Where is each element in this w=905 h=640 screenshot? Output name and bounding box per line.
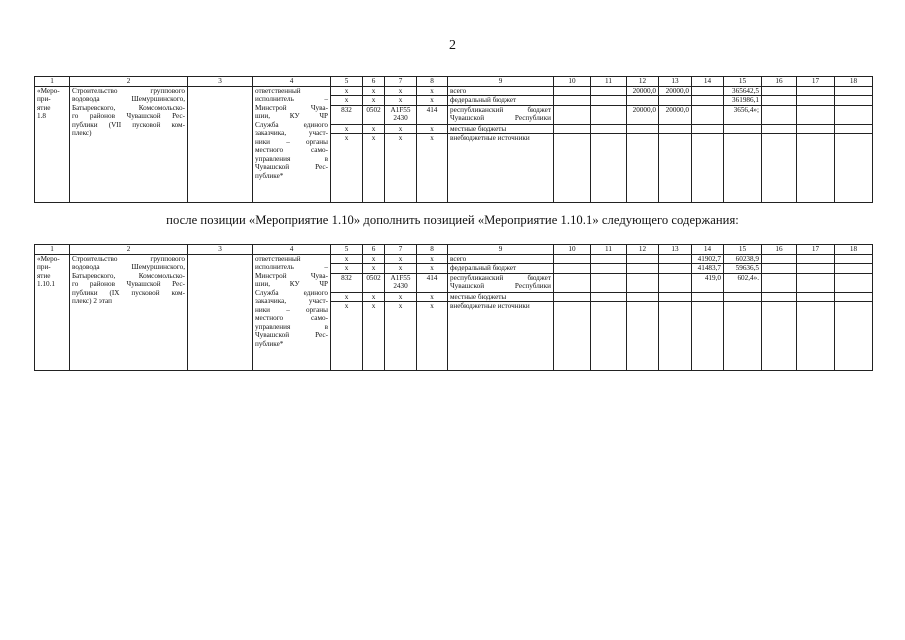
- year-cell-10: [554, 264, 591, 273]
- funding-source-cell: внебюджетные источники: [448, 302, 554, 371]
- grbs-code-cell: х: [331, 124, 363, 133]
- expense-type-cell: х: [417, 134, 448, 203]
- year-cell-13: [659, 292, 692, 301]
- target-article-cell: х: [385, 255, 417, 264]
- year-cell-11: [591, 105, 627, 124]
- year-cell-12: [627, 273, 659, 292]
- year-cell-12: 20000,0: [627, 105, 659, 124]
- grbs-code-cell: х: [331, 96, 363, 105]
- measure-name-cell-line: плекс) 2 этап: [72, 297, 112, 306]
- year-cell-10: [554, 255, 591, 264]
- year-cell-11: [591, 96, 627, 105]
- measure-name-cell-line: Батыревского, Комсомольско-: [72, 103, 185, 112]
- year-cell-16: [762, 124, 797, 133]
- responsible-cell-line: Чувашской Рес-: [255, 163, 328, 172]
- section-code-cell: х: [363, 264, 385, 273]
- funding-source-cell: федеральный бюджет: [448, 264, 554, 273]
- target-article-cell: х: [385, 302, 417, 371]
- target-article-cell: х: [385, 264, 417, 273]
- year-cell-17: [797, 124, 835, 133]
- column-number-cell: 15: [724, 77, 762, 87]
- column-number-cell: 10: [554, 245, 591, 255]
- year-cell-10: [554, 87, 591, 96]
- column-number-cell: 10: [554, 77, 591, 87]
- grbs-code-cell: х: [331, 255, 363, 264]
- column-number-cell: 7: [385, 77, 417, 87]
- year-cell-14: [692, 124, 724, 133]
- year-cell-18: [835, 255, 873, 264]
- year-cell-17: [797, 273, 835, 292]
- year-cell-14: [692, 292, 724, 301]
- year-cell-11: [591, 134, 627, 203]
- measure-id-cell-line: «Меро-: [37, 87, 60, 95]
- column-number-cell: 3: [188, 77, 253, 87]
- column-number-cell: 14: [692, 77, 724, 87]
- expense-type-cell: 414: [417, 273, 448, 292]
- amendment-sentence: после позиции «Мероприятие 1.10» дополнить позицией «Мероприятие 1.10.1» следующего содержания:: [166, 213, 739, 227]
- column-number-cell: 16: [762, 77, 797, 87]
- expense-type-cell: х: [417, 96, 448, 105]
- funding-source-cell: республиканский бюджет Чувашской Республики: [448, 105, 554, 124]
- grbs-code-cell: 832: [331, 105, 363, 124]
- responsible-cell-line: публике*: [255, 171, 284, 180]
- grbs-code-cell: х: [331, 264, 363, 273]
- year-cell-13: [659, 273, 692, 292]
- year-cell-14: [692, 96, 724, 105]
- year-cell-18: [835, 87, 873, 96]
- year-cell-13: [659, 124, 692, 133]
- funding-source-cell: республиканский бюджет Чувашской Республики: [448, 273, 554, 292]
- year-cell-13: [659, 96, 692, 105]
- year-cell-15: 602,4».: [724, 273, 762, 292]
- responsible-cell-line: исполнитель –: [255, 263, 328, 272]
- expense-type-cell: х: [417, 255, 448, 264]
- grbs-code-cell: х: [331, 302, 363, 371]
- expense-type-cell: х: [417, 264, 448, 273]
- year-cell-18: [835, 292, 873, 301]
- year-cell-10: [554, 105, 591, 124]
- column-number-cell: 2: [70, 77, 188, 87]
- responsible-cell-line: Служба единого: [255, 288, 328, 297]
- year-cell-14: [692, 134, 724, 203]
- responsible-cell-line: местного само-: [255, 146, 328, 155]
- year-cell-16: [762, 96, 797, 105]
- year-cell-16: [762, 302, 797, 371]
- year-cell-10: [554, 302, 591, 371]
- column-number-cell: 13: [659, 245, 692, 255]
- year-cell-12: [627, 96, 659, 105]
- section-code-cell: х: [363, 292, 385, 301]
- responsible-cell-line: заказчика, участ-: [255, 297, 328, 306]
- year-cell-10: [554, 292, 591, 301]
- section-code-cell: х: [363, 87, 385, 96]
- grbs-code-cell: х: [331, 87, 363, 96]
- column-number-cell: 18: [835, 245, 873, 255]
- year-cell-10: [554, 273, 591, 292]
- column-number-cell: 12: [627, 245, 659, 255]
- responsible-cell: [253, 255, 331, 371]
- measure-id-cell: [35, 255, 70, 371]
- year-cell-14: 419,0: [692, 273, 724, 292]
- year-cell-14: [692, 87, 724, 96]
- year-cell-15: [724, 292, 762, 301]
- section-code-cell: х: [363, 96, 385, 105]
- grbs-code-cell: 832: [331, 273, 363, 292]
- target-article-cell: х: [385, 134, 417, 203]
- year-cell-10: [554, 134, 591, 203]
- year-cell-12: 20000,0: [627, 87, 659, 96]
- responsible-cell-line: ники – органы: [255, 305, 328, 314]
- year-cell-16: [762, 264, 797, 273]
- year-cell-18: [835, 302, 873, 371]
- year-cell-11: [591, 87, 627, 96]
- year-cell-13: [659, 134, 692, 203]
- year-cell-18: [835, 134, 873, 203]
- year-cell-17: [797, 302, 835, 371]
- funding-source-cell: всего: [448, 255, 554, 264]
- table-row: [35, 255, 873, 264]
- year-cell-12: [627, 124, 659, 133]
- year-cell-17: [797, 96, 835, 105]
- year-cell-14: 41483,7: [692, 264, 724, 273]
- year-cell-16: [762, 273, 797, 292]
- column-number-cell: 16: [762, 245, 797, 255]
- measure-name-cell-line: водовода Шемуршинского,: [72, 95, 185, 104]
- responsible-cell-line: управления в: [255, 322, 328, 331]
- year-cell-11: [591, 264, 627, 273]
- measure-name-cell-line: водовода Шемуршинского,: [72, 263, 185, 272]
- column-number-cell: 4: [253, 245, 331, 255]
- column-number-row: [35, 77, 873, 87]
- funding-source-cell: внебюджетные источники: [448, 134, 554, 203]
- column-number-cell: 1: [35, 77, 70, 87]
- measure-table-1-8: [34, 76, 873, 203]
- column-number-cell: 11: [591, 245, 627, 255]
- funding-source-cell: местные бюджеты: [448, 124, 554, 133]
- measure-name-cell: [70, 255, 188, 371]
- measure-id-cell-line: «Меро-: [37, 255, 60, 263]
- year-cell-15: 60238,9: [724, 255, 762, 264]
- column-number-cell: 7: [385, 245, 417, 255]
- year-cell-14: [692, 302, 724, 371]
- column-number-cell: 8: [417, 77, 448, 87]
- expense-type-cell: 414: [417, 105, 448, 124]
- column-number-cell: 2: [70, 245, 188, 255]
- measure-id-cell: [35, 87, 70, 203]
- responsible-cell-line: Чувашской Рес-: [255, 331, 328, 340]
- year-cell-11: [591, 273, 627, 292]
- column-number-cell: 18: [835, 77, 873, 87]
- target-article-cell: х: [385, 292, 417, 301]
- responsible-cell-line: ответственный: [255, 87, 301, 95]
- column-number-row: [35, 245, 873, 255]
- section-code-cell: х: [363, 302, 385, 371]
- responsible-cell-line: местного само-: [255, 314, 328, 323]
- target-article-cell: х: [385, 96, 417, 105]
- year-cell-18: [835, 273, 873, 292]
- year-cell-12: [627, 134, 659, 203]
- target-article-cell: х: [385, 124, 417, 133]
- responsible-cell-line: ответственный: [255, 255, 301, 263]
- column-number-cell: 5: [331, 245, 363, 255]
- responsible-cell-line: Минстрой Чува-: [255, 103, 328, 112]
- year-cell-15: [724, 302, 762, 371]
- funding-source-cell: всего: [448, 87, 554, 96]
- year-cell-15: 59636,5: [724, 264, 762, 273]
- responsible-cell-line: шии, КУ ЧР: [255, 112, 328, 121]
- section-code-cell: х: [363, 134, 385, 203]
- year-cell-14: [692, 105, 724, 124]
- responsible-cell-line: ники – органы: [255, 137, 328, 146]
- section-code-cell: х: [363, 255, 385, 264]
- year-cell-15: 361986,1: [724, 96, 762, 105]
- target-article-cell: А1F55 2430: [385, 273, 417, 292]
- year-cell-11: [591, 124, 627, 133]
- empty-col3-cell: [188, 87, 253, 203]
- year-cell-18: [835, 264, 873, 273]
- year-cell-15: [724, 124, 762, 133]
- column-number-cell: 6: [363, 77, 385, 87]
- year-cell-18: [835, 96, 873, 105]
- measure-name-cell-line: Строительство группового: [72, 255, 185, 263]
- year-cell-15: 365642,5: [724, 87, 762, 96]
- year-cell-12: [627, 302, 659, 371]
- year-cell-16: [762, 255, 797, 264]
- expense-type-cell: х: [417, 124, 448, 133]
- column-number-cell: 4: [253, 77, 331, 87]
- column-number-cell: 13: [659, 77, 692, 87]
- section-code-cell: 0502: [363, 273, 385, 292]
- column-number-cell: 14: [692, 245, 724, 255]
- section-code-cell: х: [363, 124, 385, 133]
- responsible-cell-line: публике*: [255, 339, 284, 348]
- measure-id-cell-line: 1.8: [37, 112, 46, 121]
- year-cell-17: [797, 87, 835, 96]
- measure-table-1-10-1: [34, 244, 873, 371]
- year-cell-13: [659, 264, 692, 273]
- measure-name-cell: [70, 87, 188, 203]
- page-number: 2: [449, 38, 456, 53]
- year-cell-11: [591, 292, 627, 301]
- year-cell-15: 3656,4»;: [724, 105, 762, 124]
- year-cell-15: [724, 134, 762, 203]
- year-cell-10: [554, 96, 591, 105]
- year-cell-16: [762, 134, 797, 203]
- empty-col3-cell: [188, 255, 253, 371]
- column-number-cell: 6: [363, 245, 385, 255]
- year-cell-17: [797, 255, 835, 264]
- funding-source-cell: местные бюджеты: [448, 292, 554, 301]
- measure-name-cell-line: публики (IX пусковой ком-: [72, 288, 185, 297]
- year-cell-13: 20000,0: [659, 105, 692, 124]
- expense-type-cell: х: [417, 87, 448, 96]
- year-cell-13: [659, 302, 692, 371]
- year-cell-12: [627, 292, 659, 301]
- year-cell-18: [835, 105, 873, 124]
- target-article-cell: А1F55 2430: [385, 105, 417, 124]
- expense-type-cell: х: [417, 292, 448, 301]
- year-cell-11: [591, 302, 627, 371]
- year-cell-16: [762, 105, 797, 124]
- year-cell-17: [797, 134, 835, 203]
- column-number-cell: 9: [448, 245, 554, 255]
- measure-id-cell-line: ятие: [37, 103, 51, 112]
- year-cell-16: [762, 292, 797, 301]
- measure-name-cell-line: го районов Чувашской Рес-: [72, 112, 185, 121]
- measure-id-cell-line: при-: [37, 263, 51, 272]
- column-number-cell: 8: [417, 245, 448, 255]
- year-cell-12: [627, 255, 659, 264]
- year-cell-12: [627, 264, 659, 273]
- measure-id-cell-line: при-: [37, 95, 51, 104]
- grbs-code-cell: х: [331, 292, 363, 301]
- responsible-cell-line: Минстрой Чува-: [255, 271, 328, 280]
- section-code-cell: 0502: [363, 105, 385, 124]
- responsible-cell-line: Служба единого: [255, 120, 328, 129]
- measure-name-cell-line: Строительство группового: [72, 87, 185, 95]
- funding-source-cell: федеральный бюджет: [448, 96, 554, 105]
- column-number-cell: 1: [35, 245, 70, 255]
- column-number-cell: 17: [797, 245, 835, 255]
- measure-id-cell-line: ятие: [37, 271, 51, 280]
- measure-name-cell-line: Батыревского, Комсомольско-: [72, 271, 185, 280]
- column-number-cell: 15: [724, 245, 762, 255]
- year-cell-17: [797, 264, 835, 273]
- expense-type-cell: х: [417, 302, 448, 371]
- year-cell-11: [591, 255, 627, 264]
- column-number-cell: 9: [448, 77, 554, 87]
- table-row: [35, 87, 873, 96]
- column-number-cell: 12: [627, 77, 659, 87]
- year-cell-13: 20000,0: [659, 87, 692, 96]
- year-cell-17: [797, 292, 835, 301]
- year-cell-17: [797, 105, 835, 124]
- year-cell-16: [762, 87, 797, 96]
- responsible-cell-line: заказчика, участ-: [255, 129, 328, 138]
- column-number-cell: 3: [188, 245, 253, 255]
- grbs-code-cell: х: [331, 134, 363, 203]
- year-cell-18: [835, 124, 873, 133]
- target-article-cell: х: [385, 87, 417, 96]
- measure-name-cell-line: плекс): [72, 129, 92, 138]
- year-cell-14: 41902,7: [692, 255, 724, 264]
- responsible-cell-line: шии, КУ ЧР: [255, 280, 328, 289]
- measure-id-cell-line: 1.10.1: [37, 280, 55, 289]
- responsible-cell-line: исполнитель –: [255, 95, 328, 104]
- measure-name-cell-line: публики (VII пусковой ком-: [72, 120, 185, 129]
- responsible-cell-line: управления в: [255, 154, 328, 163]
- responsible-cell: [253, 87, 331, 203]
- column-number-cell: 5: [331, 77, 363, 87]
- year-cell-13: [659, 255, 692, 264]
- column-number-cell: 11: [591, 77, 627, 87]
- year-cell-10: [554, 124, 591, 133]
- column-number-cell: 17: [797, 77, 835, 87]
- measure-name-cell-line: го районов Чувашской Рес-: [72, 280, 185, 289]
